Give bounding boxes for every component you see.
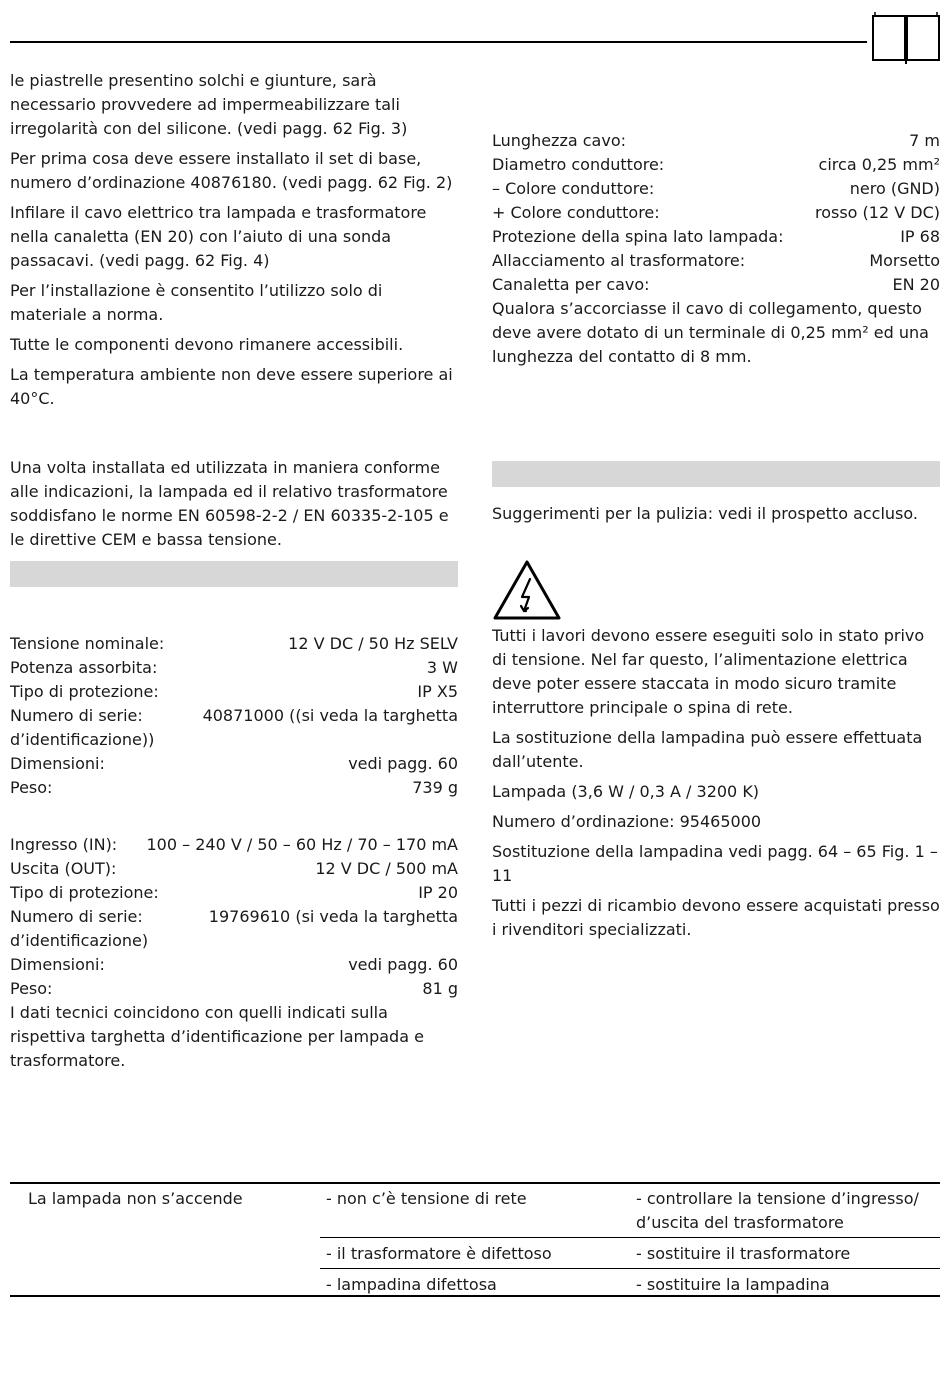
install-paragraph: La temperatura ambiente non deve essere superiore ai 40°C. [10, 365, 453, 408]
header-rule [10, 41, 867, 43]
spec-value: rosso (12 V DC) [814, 203, 940, 222]
remedy-cell: - sostituire la lampadina [630, 1269, 940, 1300]
spec-row [492, 153, 940, 177]
spec-row [492, 129, 940, 153]
spec-value: 12 V DC / 500 mA [315, 859, 458, 878]
spec-key: Protezione della spina lato lampada: [492, 227, 784, 246]
spec-value: 81 g [422, 979, 458, 998]
section-heading-bar [492, 461, 940, 487]
maintenance-paragraph: Numero d’ordinazione: 95465000 [492, 812, 762, 831]
section-heading-bar [10, 561, 458, 587]
cable-specs [492, 129, 940, 369]
spec-key: Lunghezza cavo: [492, 131, 626, 150]
spec-key: Diametro conduttore: [492, 155, 665, 174]
spec-row [10, 704, 458, 728]
spec-row [10, 656, 458, 680]
maintenance-paragraph: Lampada (3,6 W / 0,3 A / 3200 K) [492, 782, 760, 801]
spec-key: Tipo di protezione: [10, 682, 159, 701]
cause-cell: - il trasformatore è difettoso [320, 1238, 630, 1269]
lamp-specs [10, 632, 458, 800]
spec-value: 3 W [426, 658, 458, 677]
spec-key: Tipo di protezione: [10, 883, 159, 902]
spec-row [10, 881, 458, 905]
spec-key: d’identificazione)) [10, 730, 155, 749]
spec-key: – Colore conduttore: [492, 179, 655, 198]
spec-value: nero (GND) [849, 179, 940, 198]
maintenance-paragraph: Tutti i lavori devono essere eseguiti solo in stato privo di tensione. Nel far questo, l’alimentazione elettrica deve poter essere staccata in modo sicuro tramite interruttore principale o spina di rete. [492, 626, 925, 717]
maintenance-paragraph: Tutti i pezzi di ricambio devono essere acquistati presso i rivenditori specializzati. [492, 896, 940, 939]
spec-row [10, 953, 458, 977]
spec-row [10, 833, 458, 857]
spec-key: Potenza assorbita: [10, 658, 158, 677]
spec-row [10, 977, 458, 1001]
spec-key: Canaletta per cavo: [492, 275, 650, 294]
spec-key: Tensione nominale: [10, 634, 165, 653]
spec-key: Uscita (OUT): [10, 859, 117, 878]
spec-row [10, 929, 458, 953]
spec-key: Dimensioni: [10, 754, 105, 773]
spec-key: Peso: [10, 979, 53, 998]
spec-row [10, 905, 458, 929]
spec-key: Ingresso (IN): [10, 835, 118, 854]
spec-value: 19769610 (si veda la targhetta [208, 907, 458, 926]
remedy-cell: - controllare la tensione d’ingresso/ d’uscita del trasformatore [636, 1189, 919, 1232]
table-bottom-rule [10, 1295, 940, 1297]
spec-row [492, 273, 940, 297]
spec-row [10, 857, 458, 881]
spec-key: Numero di serie: [10, 706, 143, 725]
spec-row [492, 249, 940, 273]
spec-row [492, 201, 940, 225]
tech-note: I dati tecnici coincidono con quelli indicati sulla rispettiva targhetta d’identificazione per lampada e trasformatore. [10, 1003, 424, 1070]
spec-row [10, 680, 458, 704]
conformity-text: Una volta installata ed utilizzata in maniera conforme alle indicazioni, la lampada ed il relativo trasformatore soddisfano le norme EN 60598-2-2 / EN 60335-2-105 e le direttive CEM e bassa tensione. [10, 458, 449, 549]
spec-key: d’identificazione) [10, 931, 149, 950]
transformer-specs [10, 833, 458, 1073]
spec-key: Dimensioni: [10, 955, 105, 974]
install-section [10, 69, 458, 417]
spec-key: Allacciamento al trasformatore: [492, 251, 746, 270]
spec-value: Morsetto [869, 251, 940, 270]
cause-cell: - lampadina difettosa [320, 1269, 630, 1300]
spec-value: IP X5 [417, 682, 458, 701]
install-paragraph: Tutte le componenti devono rimanere accessibili. [10, 335, 404, 354]
spec-row [10, 632, 458, 656]
book-icon [871, 8, 941, 64]
install-paragraph: le piastrelle presentino solchi e giunture, sarà necessario provvedere ad impermeabilizzare tali irregolarità con del silicone. (vedi pagg. 62 Fig. 3) [10, 71, 408, 138]
electric-hazard-icon [492, 559, 562, 621]
spec-key: + Colore conduttore: [492, 203, 660, 222]
spec-key: Peso: [10, 778, 53, 797]
install-paragraph: Infilare il cavo elettrico tra lampada e trasformatore nella canaletta (EN 20) con l’aiuto di una sonda passacavi. (vedi pagg. 62 Fig. 4) [10, 203, 427, 270]
spec-value: 40871000 ((si veda la targhetta [202, 706, 458, 725]
maintenance-paragraph: Sostituzione della lampadina vedi pagg. 64 – 65 Fig. 1 – 11 [492, 842, 938, 885]
spec-row [10, 728, 458, 752]
table-row [10, 1183, 940, 1238]
maintenance-paragraph: La sostituzione della lampadina può essere effettuata dall’utente. [492, 728, 923, 771]
spec-value: vedi pagg. 60 [348, 955, 458, 974]
remedy-cell: - sostituire il trasformatore [630, 1238, 940, 1269]
spec-value: IP 20 [418, 883, 458, 902]
spec-value: 12 V DC / 50 Hz SELV [288, 634, 458, 653]
troubleshooting-table [10, 1183, 940, 1299]
install-paragraph: Per prima cosa deve essere installato il set di base, numero d’ordinazione 40876180. (vedi pagg. 62 Fig. 2) [10, 149, 453, 192]
spec-value: vedi pagg. 60 [348, 754, 458, 773]
maintenance-section [492, 624, 940, 948]
spec-value: circa 0,25 mm² [818, 155, 940, 174]
install-paragraph: Per l’installazione è consentito l’utilizzo solo di materiale a norma. [10, 281, 383, 324]
spec-value: 7 m [909, 131, 940, 150]
cable-note: Qualora s’accorciasse il cavo di collegamento, questo deve avere dotato di un terminale di 0,25 mm² ed una lunghezza del contatto di 8 mm. [492, 299, 929, 366]
spec-key: Numero di serie: [10, 907, 143, 926]
spec-row [10, 776, 458, 800]
cleaning-text: Suggerimenti per la pulizia: vedi il prospetto accluso. [492, 504, 918, 523]
spec-value: 100 – 240 V / 50 – 60 Hz / 70 – 170 mA [146, 835, 458, 854]
spec-value: EN 20 [892, 275, 940, 294]
spec-value: IP 68 [900, 227, 940, 246]
spec-row [10, 752, 458, 776]
cleaning-section [492, 502, 940, 526]
cause-cell: - non c’è tensione di rete [326, 1189, 527, 1208]
conformity-section [10, 456, 458, 558]
spec-row [492, 177, 940, 201]
spec-value: 739 g [412, 778, 458, 797]
spec-row [492, 225, 940, 249]
problem-cell: La lampada non s’accende [28, 1189, 243, 1208]
